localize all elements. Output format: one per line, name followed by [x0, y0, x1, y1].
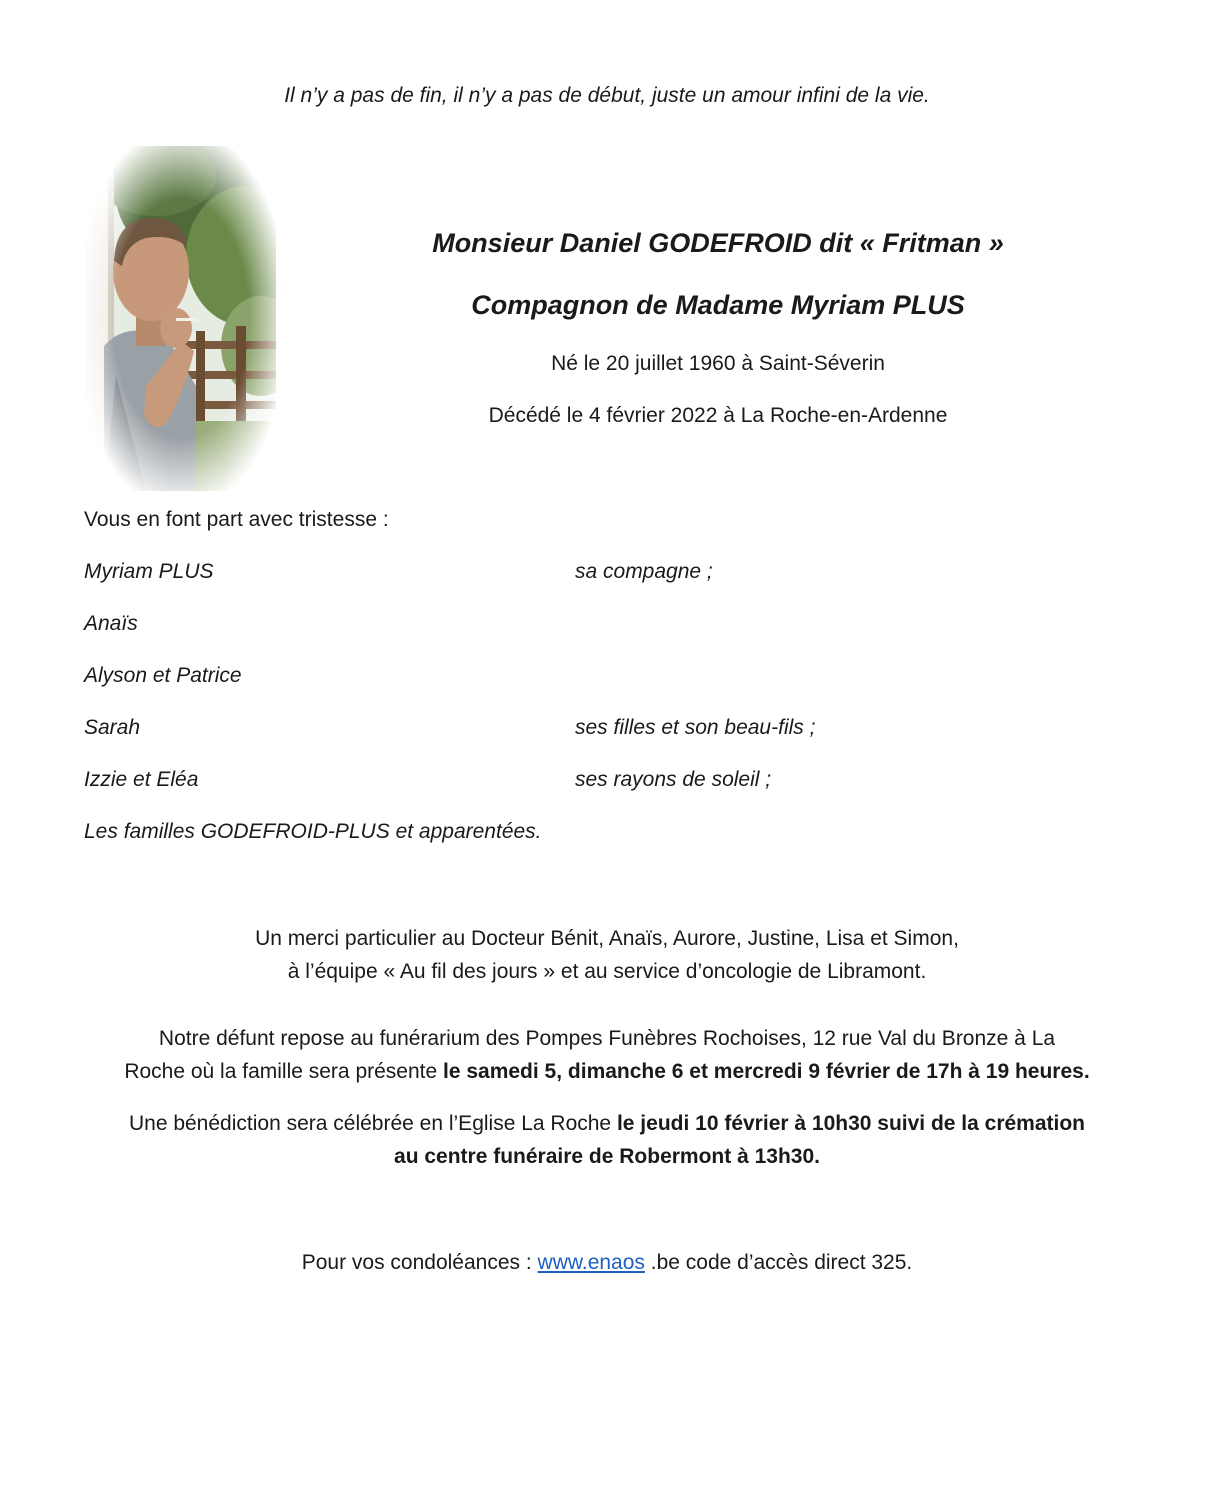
ceremony-line — [0, 1107, 1214, 1140]
visitation-text: Roche où la famille sera présente — [124, 1060, 443, 1083]
condolences-prefix: Pour vos condoléances : — [301, 1251, 538, 1274]
thanks-paragraph — [0, 922, 1214, 988]
family-relation: ses rayons de soleil ; — [575, 768, 772, 791]
visitation-dates: le samedi 5, dimanche 6 et mercredi 9 février de 17h à 19 heures. — [443, 1060, 1090, 1083]
family-name: Myriam PLUS — [84, 560, 214, 583]
partner-line: Compagnon de Madame Myriam PLUS — [471, 290, 965, 320]
visitation-line: Notre défunt repose au funérarium des Pompes Funèbres Rochoises, 12 rue Val du Bronze à La — [158, 1027, 1056, 1050]
enaos-link[interactable]: www.enaos — [537, 1251, 645, 1274]
birth-line: Né le 20 juillet 1960 à Saint-Séverin — [551, 352, 885, 375]
family-name: Izzie et Eléa — [84, 768, 199, 791]
deceased-name: Monsieur Daniel GODEFROID dit « Fritman » — [432, 228, 1004, 258]
visitation-paragraph — [0, 1022, 1214, 1088]
thanks-line: Un merci particulier au Docteur Bénit, Anaïs, Aurore, Justine, Lisa et Simon, — [255, 927, 959, 950]
condolences-line — [0, 1246, 1214, 1279]
visitation-line — [0, 1055, 1214, 1088]
portrait-photo — [86, 146, 276, 491]
ceremony-line — [0, 1140, 1214, 1173]
family-name: Sarah — [84, 716, 141, 739]
family-name: Alyson et Patrice — [84, 664, 242, 687]
cremation-info: au centre funéraire de Robermont à 13h30. — [394, 1145, 820, 1168]
family-relation: sa compagne ; — [575, 560, 713, 583]
family-name: Les familles GODEFROID-PLUS et apparentées. — [84, 820, 542, 843]
family-relation: ses filles et son beau-fils ; — [575, 716, 816, 739]
family-intro: Vous en font part avec tristesse : — [84, 508, 389, 531]
ceremony-text: Une bénédiction sera célébrée en l’Eglise La Roche — [128, 1112, 617, 1135]
ceremony-date: le jeudi 10 février à 10h30 suivi de la crémation — [616, 1112, 1086, 1135]
condolences-suffix: .be code d’accès direct 325. — [644, 1251, 913, 1274]
epigraph: Il n’y a pas de fin, il n’y a pas de début, juste un amour infini de la vie. — [284, 84, 930, 107]
thanks-line: à l’équipe « Au fil des jours » et au service d’oncologie de Libramont. — [287, 960, 927, 983]
death-line: Décédé le 4 février 2022 à La Roche-en-Ardenne — [488, 404, 948, 427]
family-name: Anaïs — [84, 612, 138, 635]
ceremony-paragraph — [0, 1107, 1214, 1173]
